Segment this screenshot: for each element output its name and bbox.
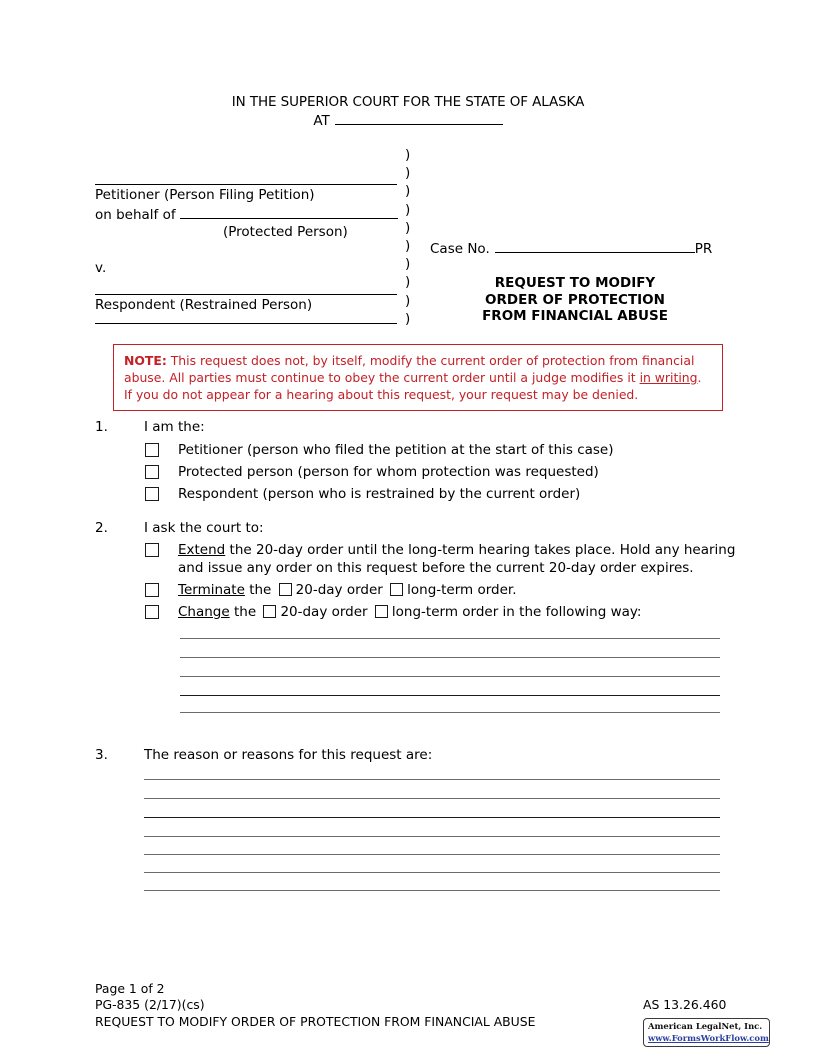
section-3-write-line[interactable] (144, 854, 720, 855)
statute-reference: AS 13.26.460 (643, 997, 727, 1012)
checkbox-row-extend[interactable] (145, 541, 753, 577)
section-3-write-line[interactable] (144, 779, 720, 780)
versus-label: v. (95, 260, 107, 276)
checkbox-protected-person-icon[interactable] (145, 465, 159, 479)
section-2-write-line[interactable] (180, 657, 720, 658)
section-3-write-line[interactable] (144, 817, 720, 818)
note-label: NOTE (124, 353, 162, 368)
terminate-option-1: 20-day order (295, 582, 383, 598)
legalnet-badge[interactable] (643, 1018, 770, 1047)
section-3-heading: The reason or reasons for this request are: (144, 747, 433, 763)
checkbox-row-petitioner[interactable] (145, 441, 614, 459)
checkbox-change-20day-icon[interactable] (263, 605, 276, 618)
case-number-label: Case No. (430, 241, 490, 257)
terminate-spacer (383, 582, 387, 598)
document-title (430, 275, 720, 325)
checkbox-row-terminate[interactable] (145, 581, 517, 599)
change-the: the (229, 604, 261, 620)
case-number-row (430, 240, 712, 257)
case-number-suffix: PR (694, 241, 713, 257)
section-2-write-line[interactable] (180, 695, 720, 696)
section-2-write-line[interactable] (180, 638, 720, 639)
document-title-line-1: REQUEST TO MODIFY (494, 275, 656, 291)
petitioner-label: Petitioner (Person Filing Petition) (95, 187, 315, 203)
extend-keyword: Extend (178, 542, 226, 558)
checkbox-terminate-icon[interactable] (145, 583, 159, 597)
checkbox-respondent-label: Respondent (person who is restrained by the current order) (178, 486, 581, 502)
checkbox-petitioner-label: Petitioner (person who filed the petition at the start of this case) (178, 442, 614, 458)
legalnet-url[interactable]: www.FormsWorkFlow.com (648, 1033, 769, 1043)
footer-form-title: REQUEST TO MODIFY ORDER OF PROTECTION FROM FINANCIAL ABUSE (95, 1013, 536, 1029)
terminate-option-2: long-term order. (407, 582, 517, 598)
change-spacer (368, 604, 372, 620)
section-1-heading: I am the: (144, 419, 205, 435)
caption-paren: ) (405, 147, 411, 163)
section-2-write-line[interactable] (180, 676, 720, 677)
court-name-line: IN THE SUPERIOR COURT FOR THE STATE OF ALASKA (231, 94, 585, 110)
note-colon: : (161, 353, 167, 368)
caption-paren-divider (405, 146, 425, 328)
on-behalf-of-row (95, 206, 398, 223)
note-text-underlined: in writing (639, 370, 698, 385)
checkbox-row-change[interactable] (145, 603, 641, 621)
section-2-number: 2. (95, 520, 108, 536)
change-keyword: Change (178, 604, 230, 620)
protected-person-label: (Protected Person) (223, 224, 348, 240)
extend-text: the 20-day order until the long-term hearing takes place. Hold any hearing and issue any order on this request before the current 20-day order expires. (178, 542, 736, 576)
section-3-write-line[interactable] (144, 872, 720, 873)
document-title-line-2: ORDER OF PROTECTION (485, 291, 665, 308)
footer-left-block (95, 981, 535, 1030)
checkbox-terminate-20day-icon[interactable] (279, 583, 292, 596)
note-text-part-2: . If you do not appear for a hearing about this request, your request may be denied. (124, 370, 702, 402)
form-number: PG-835 (2/17)(cs) (95, 997, 205, 1013)
section-2-write-line[interactable] (180, 712, 720, 713)
legalnet-company-name: American LegalNet, Inc. (648, 1021, 763, 1031)
checkbox-change-longterm-icon[interactable] (375, 605, 388, 618)
section-3-write-line[interactable] (144, 836, 720, 837)
checkbox-petitioner-icon[interactable] (145, 443, 159, 457)
section-3-write-line[interactable] (144, 890, 720, 891)
terminate-the: the (244, 582, 276, 598)
document-title-line-3: FROM FINANCIAL ABUSE (482, 308, 668, 324)
checkbox-row-respondent[interactable] (145, 485, 580, 503)
respondent-name-blank[interactable] (95, 294, 397, 295)
section-1-number: 1. (95, 419, 108, 435)
change-option-2: long-term order in the following way: (391, 604, 642, 620)
checkbox-change-label (178, 603, 641, 621)
case-number-input[interactable] (495, 240, 695, 253)
note-warning-box (113, 344, 723, 411)
section-3-number: 3. (95, 747, 108, 763)
caption-paren: ) (405, 201, 411, 218)
checkbox-respondent-icon[interactable] (145, 487, 159, 501)
on-behalf-of-label: on behalf of (95, 207, 176, 223)
checkbox-extend-icon[interactable] (145, 543, 159, 557)
section-3-write-line[interactable] (144, 798, 720, 799)
caption-bottom-rule (95, 323, 397, 324)
page-number: Page 1 of 2 (95, 981, 165, 996)
checkbox-protected-person-label: Protected person (person for whom protection was requested) (178, 464, 599, 480)
caption-paren: ) (405, 219, 411, 236)
legalnet-text-block (648, 1021, 769, 1044)
change-option-1: 20-day order (280, 604, 368, 620)
at-label: AT (313, 113, 330, 129)
court-header (0, 94, 816, 130)
terminate-keyword: Terminate (178, 582, 245, 598)
protected-person-blank[interactable] (180, 206, 398, 219)
checkbox-extend-label (178, 541, 753, 577)
caption-paren: ) (405, 292, 411, 309)
checkbox-row-protected-person[interactable] (145, 463, 599, 481)
petitioner-name-blank[interactable] (95, 184, 397, 185)
globe-icon (769, 1021, 770, 1044)
caption-paren: ) (405, 237, 411, 254)
court-location-blank[interactable] (335, 112, 503, 125)
caption-paren: ) (405, 256, 411, 273)
section-2-heading: I ask the court to: (144, 520, 264, 536)
caption-paren: ) (405, 310, 411, 327)
note-text-part-1: This request does not, by itself, modify the current order of protection from financial abuse. All parties must continue to obey the current order until a judge modifies it (124, 353, 695, 385)
case-caption (95, 146, 725, 331)
respondent-label: Respondent (Restrained Person) (95, 297, 313, 313)
caption-paren: ) (405, 274, 411, 291)
checkbox-terminate-longterm-icon[interactable] (390, 583, 403, 596)
checkbox-change-icon[interactable] (145, 605, 159, 619)
caption-paren: ) (405, 165, 411, 182)
checkbox-terminate-label (178, 581, 517, 599)
court-location-row (0, 112, 816, 130)
caption-paren: ) (405, 183, 411, 200)
